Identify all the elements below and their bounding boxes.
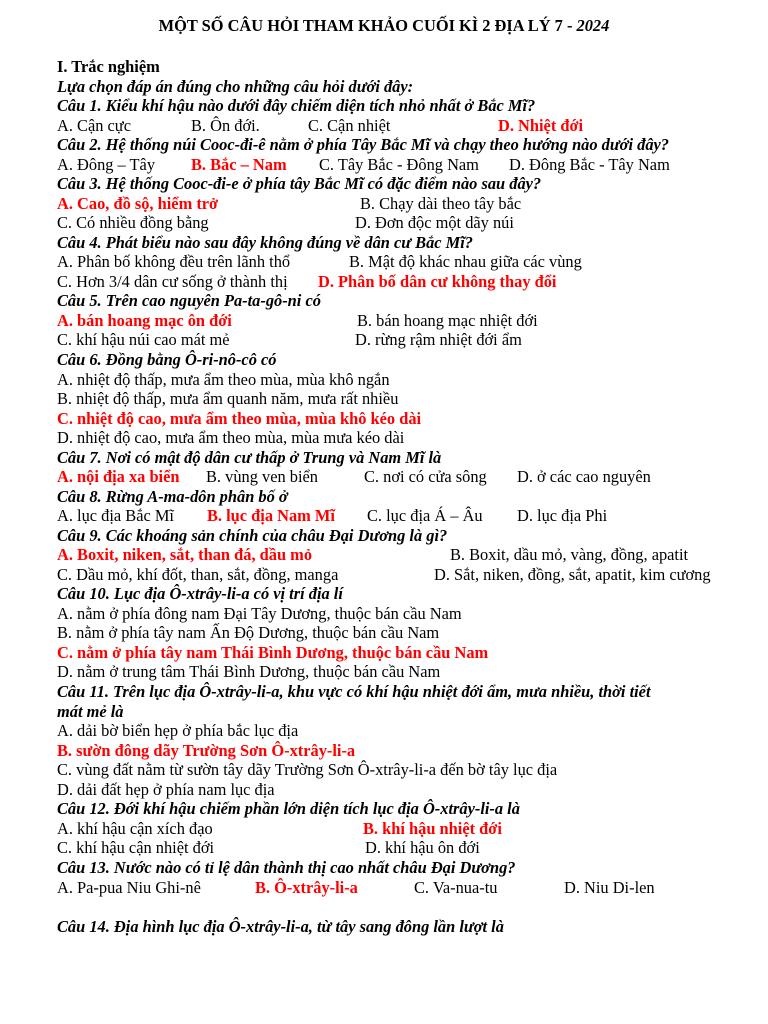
answers-row [57, 311, 757, 330]
correct-answer: B. sườn đông dãy Trường Sơn Ô-xtrây-li-a [57, 741, 356, 760]
question-7: Câu 7. Nơi có mật độ dân cư thấp ở Trung và Nam Mĩ là [57, 448, 442, 467]
answer-option: B. Chạy dài theo tây bắc [360, 194, 522, 213]
correct-answer: B. khí hậu nhiệt đới [363, 819, 502, 838]
answer-option: D. khí hậu ôn đới [365, 838, 480, 857]
question-12: Câu 12. Đới khí hậu chiếm phần lớn diện tích lục địa Ô-xtrây-li-a là [57, 799, 520, 818]
correct-answer: C. nằm ở phía tây nam Thái Bình Dương, thuộc bán cầu Nam [57, 643, 489, 662]
title-year: 2024 [576, 16, 610, 35]
question-11: Câu 11. Trên lục địa Ô-xtrây-li-a, khu vực có khí hậu nhiệt đới ẩm, mưa nhiều, thời tiết [57, 682, 651, 701]
question-1: Câu 1. Kiểu khí hậu nào dưới đây chiếm diện tích nhỏ nhất ở Bắc Mĩ? [57, 96, 536, 115]
answers-row [57, 878, 757, 897]
correct-answer: B. lục địa Nam Mĩ [207, 506, 335, 525]
answers-row [57, 506, 757, 525]
title-text: MỘT SỐ CÂU HỎI THAM KHẢO CUỐI KÌ 2 ĐỊA LÝ 7 - [158, 16, 577, 35]
answer-option: A. nhiệt độ thấp, mưa ẩm theo mùa, mùa khô ngắn [57, 370, 390, 389]
page-title [0, 16, 768, 36]
question-9: Câu 9. Các khoáng sản chính của châu Đại Dương là gì? [57, 526, 448, 545]
correct-answer: A. nội địa xa biển [57, 467, 180, 486]
answer-option: D. dải đất hẹp ở phía nam lục địa [57, 780, 275, 799]
answer-option: A. Pa-pua Niu Ghi-nê [57, 878, 201, 897]
answer-option: B. Mật độ khác nhau giữa các vùng [349, 252, 582, 271]
answer-option: B. Boxit, dầu mỏ, vàng, đồng, apatit [450, 545, 689, 564]
section-heading: I. Trắc nghiệm [57, 57, 160, 76]
answer-option: B. vùng ven biển [206, 467, 318, 486]
answer-option: C. lục địa Á – Âu [367, 506, 483, 525]
answer-option: C. Hơn 3/4 dân cư sống ở thành thị [57, 272, 288, 291]
answer-option: C. Cận nhiệt [308, 116, 391, 135]
answer-option: D. lục địa Phi [517, 506, 608, 525]
answers-row [57, 819, 757, 838]
instruction: Lựa chọn đáp án đúng cho những câu hỏi dưới đây: [57, 77, 414, 96]
answer-option: D. ở các cao nguyên [517, 467, 651, 486]
answers-row [57, 272, 757, 291]
answer-option: A. lục địa Bắc Mĩ [57, 506, 174, 525]
answer-option: C. nơi có cửa sông [364, 467, 487, 486]
answers-row [57, 116, 757, 135]
answer-option: A. Cận cực [57, 116, 131, 135]
answer-option: D. Sắt, niken, đồng, sắt, apatit, kim cương [434, 565, 711, 584]
question-4: Câu 4. Phát biểu nào sau đây không đúng về dân cư Bắc Mĩ? [57, 233, 474, 252]
answer-option: B. Ôn đới. [191, 116, 260, 135]
answer-option: A. Phân bố không đều trên lãnh thổ [57, 252, 291, 271]
correct-answer: B. Bắc – Nam [191, 155, 287, 174]
answer-option: C. khí hậu cận nhiệt đới [57, 838, 215, 857]
answer-option: D. Đơn độc một dãy núi [355, 213, 514, 232]
question-13: Câu 13. Nước nào có tỉ lệ dân thành thị cao nhất châu Đại Dương? [57, 858, 516, 877]
answer-option: A. nằm ở phía đông nam Đại Tây Dương, thuộc bán cầu Nam [57, 604, 462, 623]
answer-option: C. Dầu mỏ, khí đốt, than, sắt, đồng, manga [57, 565, 339, 584]
answer-option: D. Đông Bắc - Tây Nam [509, 155, 670, 174]
question-2: Câu 2. Hệ thống núi Cooc-đi-ê nằm ở phía Tây Bắc Mĩ và chạy theo hướng nào dưới đây? [57, 135, 669, 154]
question-3: Câu 3. Hệ thống Cooc-đi-e ở phía tây Bắc Mĩ có đặc điểm nào sau đây? [57, 174, 542, 193]
correct-answer: A. Cao, đồ sộ, hiểm trở [57, 194, 219, 213]
correct-answer: C. nhiệt độ cao, mưa ẩm theo mùa, mùa khô kéo dài [57, 409, 422, 428]
correct-answer: D. Nhiệt đới [498, 116, 584, 135]
answer-option: B. nằm ở phía tây nam Ấn Độ Dương, thuộc bán cầu Nam [57, 623, 440, 642]
answer-option: D. nhiệt độ cao, mưa ẩm theo mùa, mùa mưa kéo dài [57, 428, 405, 447]
answer-option: C. Có nhiều đồng bằng [57, 213, 209, 232]
answers-row [57, 467, 757, 486]
answers-row [57, 838, 757, 857]
answers-row [57, 252, 757, 271]
answer-option: A. dải bờ biển hẹp ở phía bắc lục địa [57, 721, 299, 740]
answer-option: D. nằm ở trung tâm Thái Bình Dương, thuộc bán cầu Nam [57, 662, 441, 681]
correct-answer: A. Boxit, niken, sắt, than đá, dầu mỏ [57, 545, 313, 564]
answers-row [57, 155, 757, 174]
answer-option: B. bán hoang mạc nhiệt đới [357, 311, 538, 330]
answer-option: D. Niu Di-len [564, 878, 655, 897]
answers-row [57, 565, 757, 584]
answers-row [57, 213, 757, 232]
answer-option: D. rừng rậm nhiệt đới ẩm [355, 330, 522, 349]
answer-option: C. vùng đất nằm từ sườn tây dãy Trường Sơn Ô-xtrây-li-a đến bờ tây lục địa [57, 760, 558, 779]
question-11-continued: mát mẻ là [57, 702, 124, 721]
answer-option: C. Va-nua-tu [414, 878, 498, 897]
question-5: Câu 5. Trên cao nguyên Pa-ta-gô-ni có [57, 291, 321, 310]
question-8: Câu 8. Rừng A-ma-dôn phân bố ở [57, 487, 288, 506]
answer-option: A. Đông – Tây [57, 155, 156, 174]
question-14: Câu 14. Địa hình lục địa Ô-xtrây-li-a, từ tây sang đông lần lượt là [57, 917, 504, 936]
answer-option: C. khí hậu núi cao mát mẻ [57, 330, 230, 349]
correct-answer: A. bán hoang mạc ôn đới [57, 311, 232, 330]
answer-option: A. khí hậu cận xích đạo [57, 819, 213, 838]
question-10: Câu 10. Lục địa Ô-xtrây-li-a có vị trí địa lí [57, 584, 343, 603]
answer-option: C. Tây Bắc - Đông Nam [319, 155, 479, 174]
correct-answer: B. Ô-xtrây-li-a [255, 878, 358, 897]
answer-option: B. nhiệt độ thấp, mưa ẩm quanh năm, mưa rất nhiều [57, 389, 399, 408]
question-6: Câu 6. Đồng bằng Ô-ri-nô-cô có [57, 350, 277, 369]
answers-row [57, 194, 757, 213]
correct-answer: D. Phân bố dân cư không thay đổi [318, 272, 557, 291]
answers-row [57, 545, 757, 564]
answers-row [57, 330, 757, 349]
